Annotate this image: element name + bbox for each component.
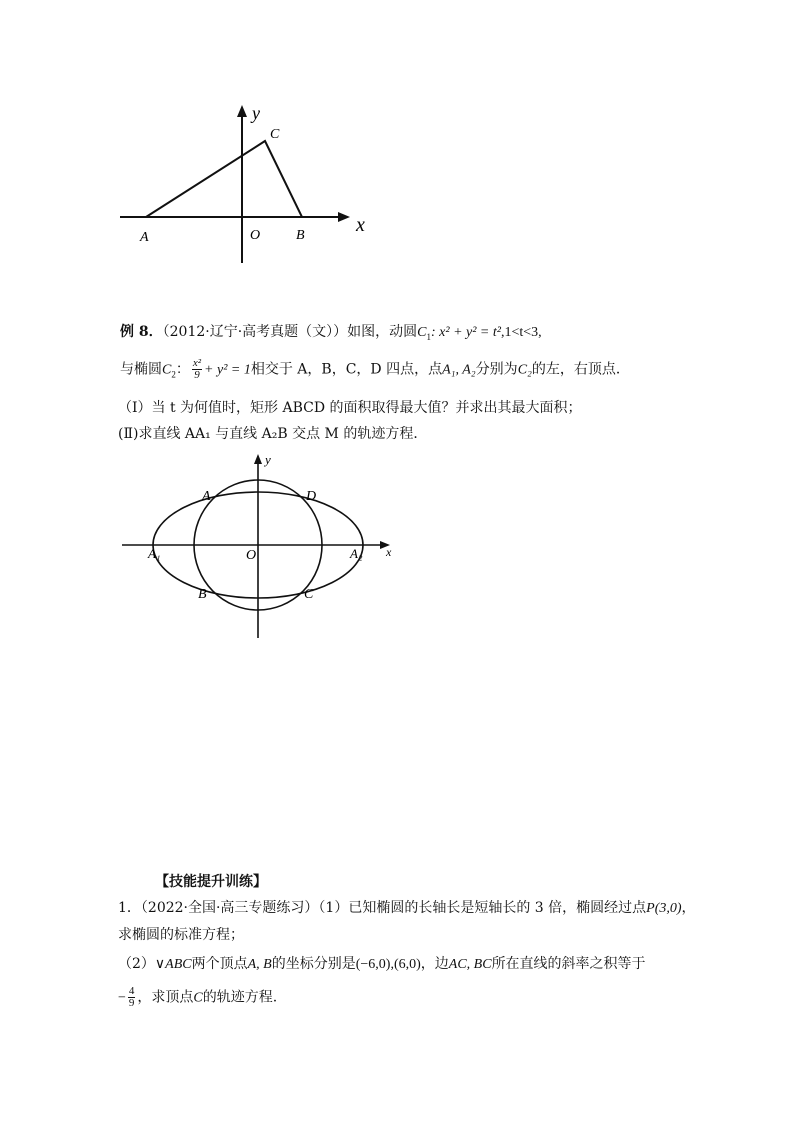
label-a1: A₁ <box>148 546 161 561</box>
q2-fraction-num: 4 <box>128 985 135 997</box>
q2-triangle: ∨ABC <box>154 957 192 972</box>
ellipse-colon: ： <box>175 361 190 378</box>
q1-prefix: 1．（2022·全国·高三专题练习）（1）已知椭圆的长轴长是短轴长的 3 倍，椭圆经过点 <box>118 900 647 916</box>
ellipse-name: C <box>162 362 172 378</box>
circle-name: C <box>417 325 427 340</box>
example-8-part-1: （Ⅰ）当 t 为何值时，矩形 ABCD 的面积取得最大值？并求出其最大面积； <box>118 400 582 416</box>
fraction-numerator: x² <box>192 357 202 369</box>
label-o: O <box>246 548 257 563</box>
label-c: C <box>270 127 280 142</box>
label-y: y <box>265 452 271 467</box>
ellipse-fraction <box>192 358 202 381</box>
q2-mid: 两个顶点 <box>191 956 248 972</box>
ellipse-sub: 2 <box>171 369 176 380</box>
circle-sub: 1 <box>426 331 431 342</box>
q1-point: P(3,0) <box>646 901 682 916</box>
q1-suffix: ， <box>681 900 696 916</box>
q2-tail1: ，求顶点 <box>137 989 194 1006</box>
line2-end: 的左，右顶点． <box>531 361 630 378</box>
label-d: D <box>306 489 317 504</box>
q2-tail2: 的轨迹方程. <box>202 989 278 1006</box>
q2-coords: (−6,0),(6,0) <box>355 957 421 972</box>
q2-mid2: 的坐标分别是 <box>271 956 356 972</box>
label-a2: A₂ <box>350 546 363 561</box>
label-o: O <box>250 228 261 243</box>
label-y: y <box>252 103 260 123</box>
triangle-figure <box>110 95 380 270</box>
q2-fraction <box>128 986 136 1009</box>
label-a: A <box>140 230 149 245</box>
y-axis-arrow <box>254 454 262 464</box>
label-a: A <box>202 489 211 504</box>
triangle-abc <box>146 141 302 217</box>
skills-q2-line-1 <box>118 954 646 975</box>
q2-fraction-den: 9 <box>128 997 135 1009</box>
q2-prefix: （2） <box>118 956 155 972</box>
circle-equation: : x² + y² = t² <box>431 325 501 340</box>
skills-q1-line-2: 求椭圆的标准方程； <box>118 927 244 943</box>
example-source: （2012·辽宁·高考真题（文）） <box>162 324 348 340</box>
example-8-part-2: (Ⅱ)求直线 AA₁ 与直线 A₂B 交点 M 的轨迹方程． <box>118 426 428 442</box>
example-8-line-1 <box>120 322 542 347</box>
ellipse-equation-rest: + y² = 1 <box>204 362 251 378</box>
label-b: B <box>296 228 305 243</box>
label-b: B <box>198 587 207 602</box>
example-intro: 如图，动圆 <box>347 324 418 340</box>
q2-end: 所在直线的斜率之积等于 <box>491 956 646 972</box>
example-8-line-2 <box>120 358 630 384</box>
q2-mid3: ，边 <box>420 956 449 972</box>
skills-q1-line-1 <box>118 898 696 919</box>
circle-ellipse-figure <box>110 448 410 643</box>
skills-q2-line-2 <box>118 986 277 1009</box>
skills-heading: 【技能提升训练】 <box>155 874 267 890</box>
y-axis-arrow <box>237 105 247 117</box>
vertex-points: A₁, A₂ <box>442 362 476 378</box>
line2-prefix: 与椭圆 <box>120 361 162 378</box>
label-c: C <box>304 587 314 602</box>
q2-minus: − <box>118 990 126 1006</box>
line2-mid: 相交于 A，B，C，D 四点，点 <box>250 361 443 378</box>
x-axis-arrow <box>338 212 350 222</box>
label-x: x <box>356 214 365 236</box>
ellipse-ref: C₂ <box>517 362 532 378</box>
label-x: x <box>386 545 392 559</box>
example-label: 例 8． <box>120 324 163 340</box>
fraction-denominator: 9 <box>194 369 200 381</box>
q2-edges: AC, BC <box>448 957 492 972</box>
line2-mid2: 分别为 <box>475 361 518 378</box>
q2-ab: A, B <box>247 957 272 972</box>
q2-c: C <box>193 990 203 1006</box>
circle-range: ,1<t<3, <box>500 325 542 340</box>
